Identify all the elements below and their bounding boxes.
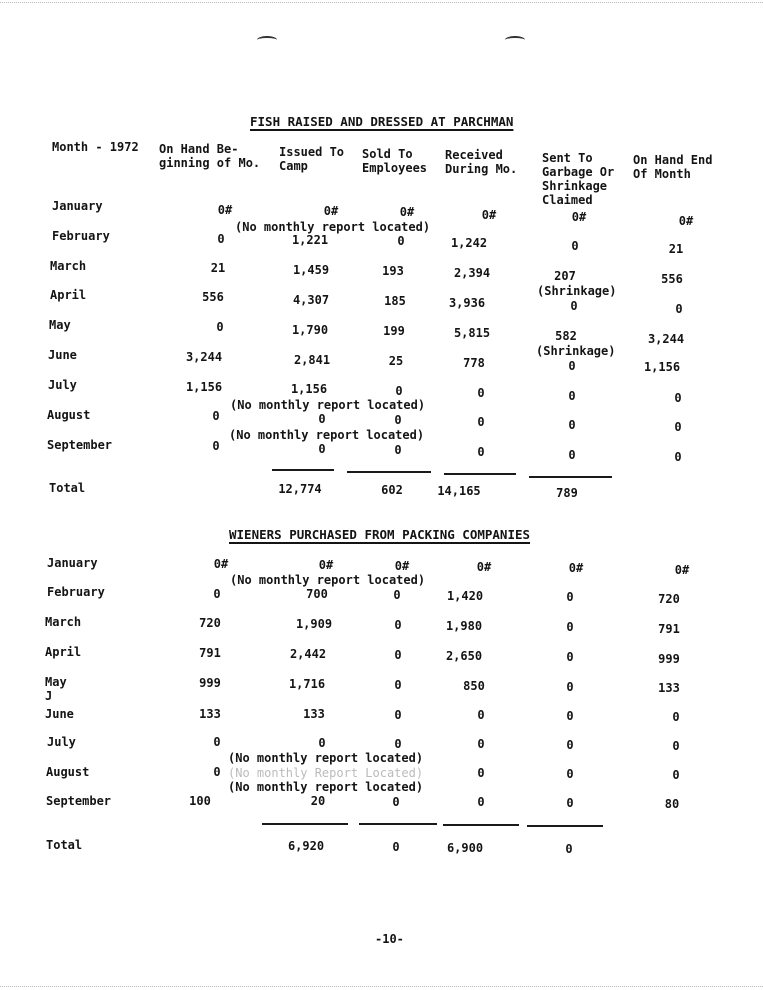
month-label: August — [47, 408, 91, 422]
cell-on-hand: 133 — [199, 707, 221, 721]
cell-on-hand: 0# — [217, 203, 233, 217]
cell-issued: 2,442 — [289, 647, 327, 661]
month-label: July — [48, 378, 77, 392]
header-on-hand-end: On Hand End Of Month — [633, 153, 713, 181]
cell-sold: 0 — [394, 737, 402, 751]
cell-sent: 0 — [568, 418, 576, 432]
cell-received: 0 — [477, 708, 485, 722]
total-sent: 0 — [565, 842, 573, 856]
cell-on-hand: 0 — [213, 765, 221, 779]
cell-end: 999 — [658, 652, 680, 666]
month-label: September — [46, 794, 112, 808]
cell-sold: 0 — [394, 678, 402, 692]
cell-received: 1,420 — [446, 589, 484, 603]
month-label: June — [48, 348, 77, 362]
month-label: February — [47, 585, 105, 599]
cell-received: 0 — [477, 766, 485, 780]
cell-sold: 0 — [392, 795, 400, 809]
total-received: 14,165 — [437, 484, 481, 498]
note-shrinkage: (Shrinkage) — [537, 284, 617, 298]
cell-received: 0 — [477, 445, 485, 459]
total-rule — [527, 825, 603, 827]
cell-on-hand: 0 — [217, 232, 225, 246]
total-sent: 789 — [556, 486, 578, 500]
total-issued: 12,774 — [278, 482, 322, 496]
cell-issued: 700 — [306, 587, 328, 601]
table2-title: WIENERS PURCHASED FROM PACKING COMPANIES — [229, 527, 531, 542]
total-rule — [443, 824, 519, 826]
cell-on-hand: 3,244 — [185, 350, 223, 364]
cell-issued: 0# — [323, 204, 339, 218]
cell-end: 0 — [672, 710, 680, 724]
total-rule — [529, 476, 612, 478]
note-no-report: (No monthly report located) — [230, 398, 426, 412]
cell-issued: 1,716 — [288, 677, 326, 691]
cell-on-hand: 0 — [213, 735, 221, 749]
cell-sold: 185 — [384, 294, 406, 308]
month-label: March — [45, 615, 82, 629]
cell-sold: 0 — [394, 618, 402, 632]
header-sold: Sold To Employees — [362, 147, 428, 175]
cell-received: 2,650 — [445, 649, 483, 663]
cell-end: 21 — [668, 242, 684, 256]
cell-on-hand: 0 — [213, 587, 221, 601]
cell-received: 0# — [476, 560, 492, 574]
cell-sold: 0 — [394, 443, 402, 457]
cell-sent: 0 — [566, 767, 574, 781]
cell-end: 0# — [678, 214, 694, 228]
cell-end: 0 — [674, 391, 682, 405]
cell-on-hand: 556 — [202, 290, 224, 304]
cell-received: 0 — [477, 386, 485, 400]
header-sent: Sent To Garbage Or Shrinkage Claimed — [542, 151, 615, 207]
note-no-report: (No monthly report located) — [229, 428, 425, 442]
cell-sent: 0 — [568, 359, 576, 373]
cell-on-hand: 1,156 — [185, 380, 223, 394]
cell-issued: 1,221 — [291, 233, 329, 247]
cell-sold: 0# — [399, 205, 415, 219]
month-label: January — [47, 556, 98, 570]
cell-end: 791 — [658, 622, 680, 636]
cell-received: 0 — [477, 795, 485, 809]
cell-sent: 0 — [566, 796, 574, 810]
month-label: January — [52, 199, 103, 213]
total-received: 6,900 — [446, 841, 484, 855]
cell-issued: 1,790 — [291, 323, 329, 337]
header-received: Received During Mo. — [445, 148, 518, 176]
cell-sent: 0 — [571, 239, 579, 253]
total-sold: 602 — [381, 483, 403, 497]
total-label: Total — [49, 481, 86, 495]
cell-sent: 582 — [555, 329, 577, 343]
cell-on-hand: 0 — [212, 439, 220, 453]
cell-received: 2,394 — [453, 266, 491, 280]
header-month: Month - 1972 — [52, 140, 139, 154]
month-label: September — [47, 438, 113, 452]
cell-end: 1,156 — [643, 360, 681, 374]
month-label: May — [45, 675, 67, 689]
hole-punch-mark — [257, 36, 277, 44]
cell-on-hand: 0 — [212, 409, 220, 423]
cell-issued: 1,459 — [292, 263, 330, 277]
cell-issued: 20 — [310, 794, 326, 808]
cell-end: 0# — [674, 563, 690, 577]
cell-end: 0 — [672, 768, 680, 782]
cell-sold: 0 — [394, 413, 402, 427]
cell-on-hand: 0# — [213, 557, 229, 571]
cell-sent: 0 — [566, 650, 574, 664]
total-rule — [272, 469, 334, 471]
cell-end: 3,244 — [647, 332, 685, 346]
cell-received: 1,980 — [445, 619, 483, 633]
total-rule — [347, 471, 431, 473]
total-rule — [262, 823, 348, 825]
cell-sent: 0 — [566, 620, 574, 634]
cell-end: 556 — [661, 272, 683, 286]
note-no-report: (No monthly report located) — [235, 220, 431, 234]
cell-issued: 1,909 — [295, 617, 333, 631]
cell-sold: 0 — [395, 384, 403, 398]
hole-punch-mark — [505, 36, 525, 44]
month-label: February — [52, 229, 110, 243]
cell-issued: 0 — [318, 736, 326, 750]
scan-edge-top — [0, 2, 763, 3]
cell-sent: 0 — [570, 299, 578, 313]
cell-end: 0 — [674, 420, 682, 434]
cell-sold: 193 — [382, 264, 404, 278]
cell-issued: 2,841 — [293, 353, 331, 367]
cell-sold: 0# — [394, 559, 410, 573]
cell-received: 0 — [477, 737, 485, 751]
cell-sent: 0 — [566, 738, 574, 752]
month-label: April — [50, 288, 87, 302]
cell-received: 0 — [477, 415, 485, 429]
cell-issued: 4,307 — [292, 293, 330, 307]
cell-sold: 0 — [394, 648, 402, 662]
total-rule — [359, 823, 437, 825]
cell-sold: 0 — [393, 588, 401, 602]
table1-title: FISH RAISED AND DRESSED AT PARCHMAN — [250, 114, 514, 129]
cell-on-hand: 720 — [199, 616, 221, 630]
cell-sent: 0# — [568, 561, 584, 575]
stray-mark: J — [45, 689, 53, 703]
cell-received: 3,936 — [448, 296, 486, 310]
note-shrinkage: (Shrinkage) — [536, 344, 616, 358]
note-no-report: (No monthly report located) — [228, 780, 424, 794]
cell-end: 80 — [664, 797, 680, 811]
cell-sent: 207 — [554, 269, 576, 283]
month-label: May — [49, 318, 71, 332]
month-label: March — [50, 259, 87, 273]
cell-received: 0# — [481, 208, 497, 222]
cell-sold: 199 — [383, 324, 405, 338]
cell-sent: 0 — [566, 590, 574, 604]
cell-end: 0 — [674, 450, 682, 464]
cell-sold: 0 — [394, 708, 402, 722]
cell-on-hand: 791 — [199, 646, 221, 660]
month-label: April — [45, 645, 82, 659]
note-no-report: (No monthly report located) — [230, 573, 426, 587]
total-label: Total — [46, 838, 83, 852]
cell-issued: 0 — [318, 412, 326, 426]
header-issued: Issued To Camp — [279, 145, 345, 173]
cell-end: 133 — [658, 681, 680, 695]
total-sold: 0 — [392, 840, 400, 854]
cell-issued: 0 — [318, 442, 326, 456]
total-issued: 6,920 — [287, 839, 325, 853]
cell-sold: 25 — [388, 354, 404, 368]
cell-received: 1,242 — [450, 236, 488, 250]
month-label: August — [46, 765, 90, 779]
cell-sold: 0 — [397, 234, 405, 248]
month-label: July — [47, 735, 76, 749]
cell-on-hand: 100 — [189, 794, 211, 808]
cell-end: 720 — [658, 592, 680, 606]
cell-received: 778 — [463, 356, 485, 370]
cell-received: 850 — [463, 679, 485, 693]
scan-edge-bottom — [0, 986, 763, 987]
cell-issued: 133 — [303, 707, 325, 721]
cell-sent: 0 — [568, 448, 576, 462]
cell-sent: 0 — [568, 389, 576, 403]
cell-sent: 0 — [566, 709, 574, 723]
cell-on-hand: 0 — [216, 320, 224, 334]
page-number: -10- — [375, 932, 404, 946]
note-faint-strikeover: (No monthly Report Located) — [228, 766, 424, 780]
cell-on-hand: 21 — [210, 261, 226, 275]
cell-sent: 0 — [566, 680, 574, 694]
cell-sent: 0# — [571, 210, 587, 224]
cell-end: 0 — [675, 302, 683, 316]
note-no-report: (No monthly report located) — [228, 751, 424, 765]
header-on-hand-begin: On Hand Be- ginning of Mo. — [159, 142, 261, 170]
cell-end: 0 — [672, 739, 680, 753]
month-label: June — [45, 707, 74, 721]
cell-issued: 1,156 — [290, 382, 328, 396]
total-rule — [444, 473, 516, 475]
cell-on-hand: 999 — [199, 676, 221, 690]
cell-received: 5,815 — [453, 326, 491, 340]
cell-issued: 0# — [318, 558, 334, 572]
